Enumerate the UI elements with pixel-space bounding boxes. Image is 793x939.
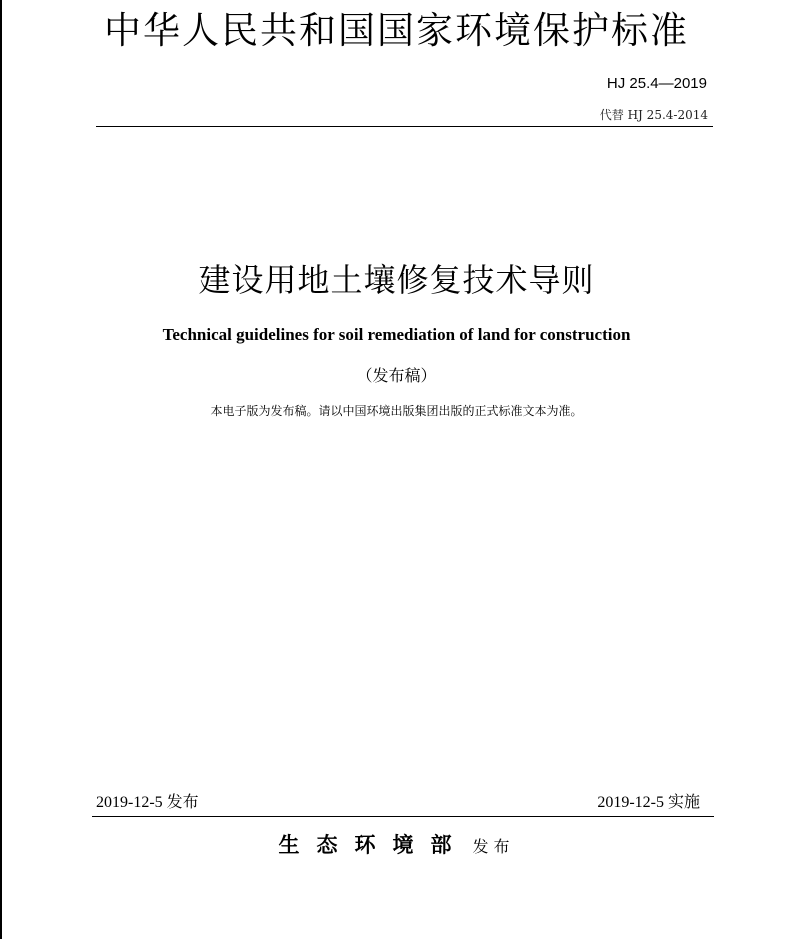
document-title-cn: 建设用地土壤修复技术导则 bbox=[198, 261, 595, 299]
header-divider bbox=[96, 126, 713, 127]
standard-category-title: 中华人民共和国国家环境保护标准 bbox=[104, 9, 689, 52]
replaces-standard: 代替 HJ 25.4-2014 bbox=[599, 108, 708, 122]
page-left-border bbox=[0, 0, 2, 939]
document-title-en: Technical guidelines for soil remediation of land for construction bbox=[162, 325, 631, 344]
disclaimer-text: 本电子版为发布稿。请以中国环境出版集团出版的正式标准文本为准。 bbox=[210, 404, 583, 418]
standard-number: HJ 25.4—2019 bbox=[606, 75, 707, 92]
publisher-line bbox=[0, 829, 793, 863]
footer-divider bbox=[92, 816, 714, 817]
issue-date: 2019-12-5 发布 bbox=[96, 794, 199, 811]
release-draft-note: （发布稿） bbox=[356, 366, 437, 385]
publisher-name: 生态环境部 bbox=[278, 833, 469, 857]
implementation-date: 2019-12-5 实施 bbox=[597, 794, 700, 811]
publisher-suffix: 发布 bbox=[472, 837, 515, 856]
